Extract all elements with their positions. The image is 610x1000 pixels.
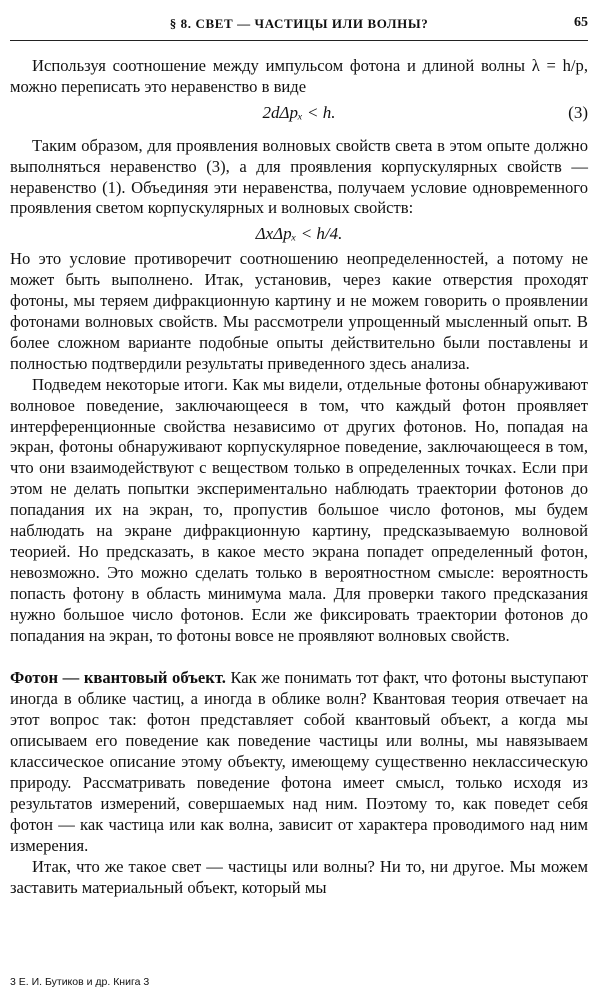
spacer <box>10 646 588 668</box>
printer-signature: 3 Е. И. Бутиков и др. Книга 3 <box>10 976 150 988</box>
paragraph-5 <box>10 668 588 856</box>
paragraph-1: Используя соотношение между импульсом фотона и длиной волны λ = h/p, можно переписать это неравенство в виде <box>10 56 588 96</box>
formula-3-expression: 2dΔpₓ < h. <box>262 102 336 122</box>
section-run-in-heading: Фотон — квантовый объект. <box>10 668 226 688</box>
spacer <box>10 128 588 136</box>
formula-combined <box>10 224 588 245</box>
page-number: 65 <box>574 15 588 30</box>
paragraph-3: Но это условие противоречит соотношению неопределенностей, а потому не может быть выполнено. Итак, установив, через какие отверстия проходят фотоны, мы теряем дифракционную картину и не можем говорить о проявлении фотонами волновых свойств. Мы рассмотрели упрощенный мысленный опыт. В более сложном варианте подобные опыты действительно были поставлены и полностью подтвердили результаты приведенного здесь анализа. <box>10 249 588 373</box>
formula-3 <box>10 103 588 124</box>
formula-3-number: (3) <box>568 102 588 122</box>
paragraph-2: Таким образом, для проявления волновых свойств света в этом опыте должно выполняться неравенство (3), а для проявления корпускулярных свойств — неравенство (1). Объединяя эти неравенства, получаем условие одновременного проявления светом корпускулярных и волновых свойств: <box>10 135 588 218</box>
formula-combined-expression: ΔxΔpₓ < h/4. <box>255 224 343 244</box>
running-title: § 8. СВЕТ — ЧАСТИЦЫ ИЛИ ВОЛНЫ? <box>169 16 429 31</box>
paragraph-6: Итак, что же такое свет — частицы или волны? Ни то, ни другое. Мы можем заставить материальный объект, который мы <box>10 856 588 897</box>
body-text <box>10 56 588 898</box>
paragraph-5-text: Как же понимать тот факт, что фотоны выступают иногда в облике частиц, а иногда в облике волн? Квантовая теория отвечает на этот вопрос так: фотон представляет собой квантовый объект, а когда мы описываем его поведение как поведение частицы или волны, мы навязываем классическое описание этому объекту, имеющему существенно неклассическую природу. Рассматривать поведение фотона имеет смысл, только исходя из результатов измерений, совершаемых над ним. Поэтому то, как поведет себя фотон — как частица или как волна, зависит от характера проводимого над ним измерения. <box>10 668 588 855</box>
paragraph-4: Подведем некоторые итоги. Как мы видели, отдельные фотоны обнаруживают волновое поведение, заключающееся в том, что каждый фотон проявляет интерференционные свойства независимо от других фотонов. Но, попадая на экран, фотоны обнаруживают корпускулярное поведение, заключающееся в том, что они взаимодействуют с веществом только в определенных точках. Если при этом не делать попытки экспериментально наблюдать траектории фотонов до попадания их на экран, то, пропустив большое число фотонов, мы будем наблюдать на экране дифракционную картину, предсказываемую волновой теорией. Но предсказать, в какое место экрана попадет определенный фотон, невозможно. Это можно сделать только в вероятностном смысле: вероятность попасть фотону в область минимума мала. Для проверки такого предсказания нужно большое число фотонов. Если же фиксировать траектории фотонов до попадания на экран, то фотоны вовсе не проявляют волновых свойств. <box>10 374 588 645</box>
running-head <box>10 14 588 41</box>
